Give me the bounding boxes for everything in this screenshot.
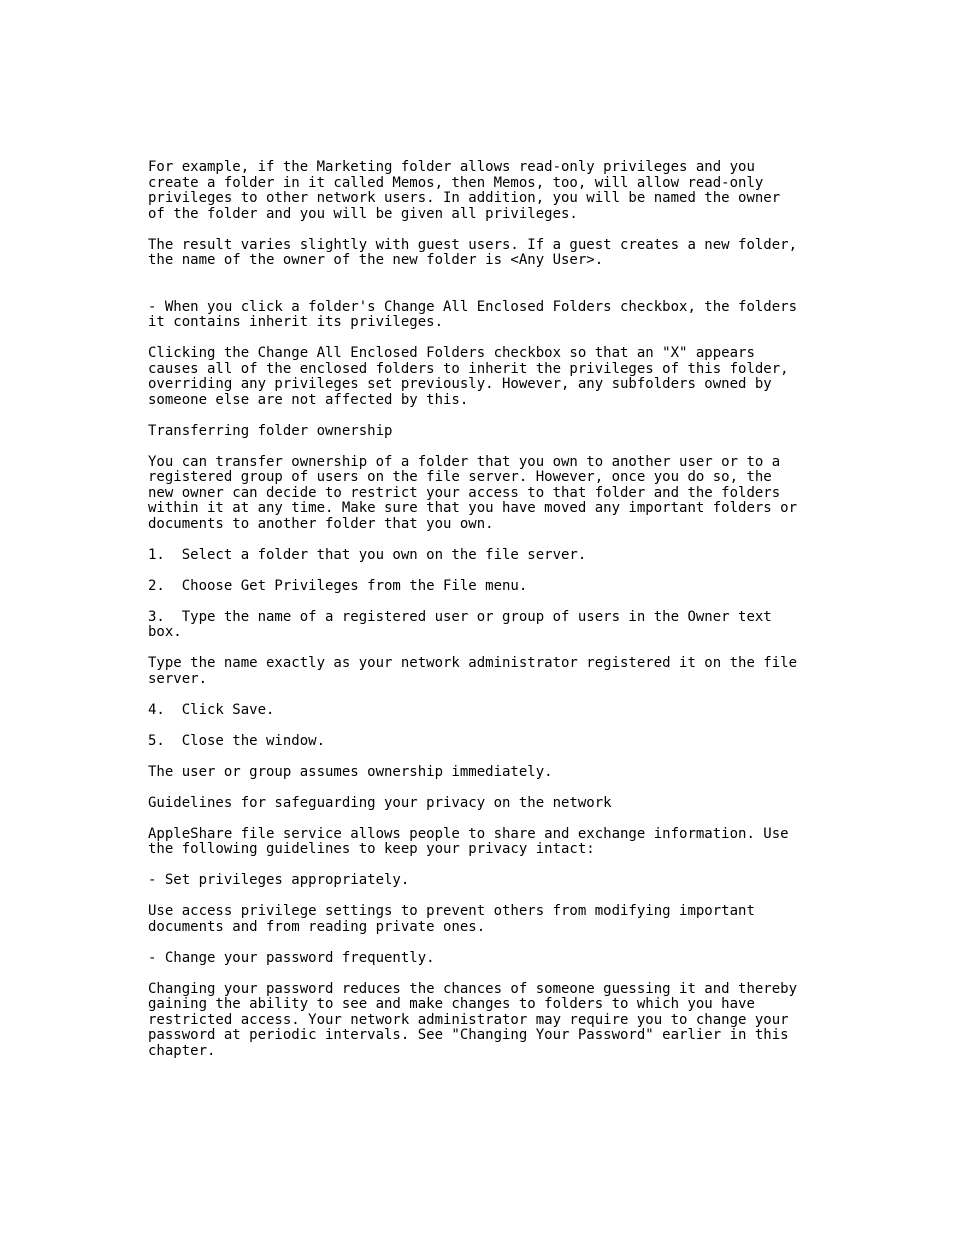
- text-line: Clicking the Change All Enclosed Folders checkbox so that an "X" appears: [148, 345, 755, 361]
- blank-line: [148, 749, 848, 765]
- text-line: box.: [148, 624, 182, 640]
- text-line: The user or group assumes ownership immediately.: [148, 763, 553, 780]
- text-line: 1. Select a folder that you own on the file server.: [148, 546, 587, 563]
- blank-line: [148, 811, 848, 827]
- text-line: chapter.: [148, 1042, 216, 1059]
- text-line: password at periodic intervals. See "Changing Your Password" earlier in this: [148, 1027, 789, 1043]
- text-line: privileges to other network users. In addition, you will be named the owner: [148, 190, 781, 206]
- text-line: documents and from reading private ones.: [148, 918, 486, 935]
- text-line: 5. Close the window.: [148, 732, 326, 749]
- text-line: 4. Click Save.: [148, 701, 275, 718]
- text-line: registered group of users on the file server. However, once you do so, the: [148, 469, 772, 485]
- text-line: Guidelines for safeguarding your privacy on the network: [148, 794, 612, 811]
- text-line: the name of the owner of the new folder is <Any User>.: [148, 252, 604, 268]
- text-line: - Change your password frequently.: [148, 949, 435, 966]
- blank-line: [148, 780, 848, 796]
- text-line: For example, if the Marketing folder allows read-only privileges and you: [148, 159, 755, 175]
- text-line: Changing your password reduces the chances of someone guessing it and thereby: [148, 980, 798, 997]
- blank-line: [148, 563, 848, 579]
- blank-line: [148, 331, 848, 347]
- blank-line: [148, 718, 848, 734]
- text-line: Transferring folder ownership: [148, 422, 393, 439]
- text-line: The result varies slightly with guest users. If a guest creates a new folder,: [148, 236, 798, 253]
- text-line: the following guidelines to keep your privacy intact:: [148, 841, 595, 857]
- text-line: restricted access. Your network administrator may require you to change your: [148, 1011, 789, 1028]
- blank-line: [148, 858, 848, 874]
- blank-line: [148, 935, 848, 951]
- blank-line: [148, 687, 848, 703]
- document-page: [148, 160, 848, 1059]
- blank-line: [148, 284, 848, 300]
- text-line: causes all of the enclosed folders to inherit the privileges of this folder,: [148, 360, 789, 377]
- text-line: Type the name exactly as your network administrator registered it on the file: [148, 655, 798, 671]
- text-line: within it at any time. Make sure that you have moved any important folders or: [148, 500, 798, 516]
- text-line: overriding any privileges set previously. However, any subfolders owned by: [148, 376, 772, 392]
- text-line: create a folder in it called Memos, then Memos, too, will allow read-only: [148, 174, 764, 191]
- text-line: Use access privilege settings to prevent others from modifying important: [148, 903, 755, 919]
- blank-line: [148, 269, 848, 285]
- text-line: - Set privileges appropriately.: [148, 872, 410, 888]
- text-line: new owner can decide to restrict your access to that folder and the folders: [148, 484, 781, 501]
- blank-line: [148, 641, 848, 657]
- blank-line: [148, 532, 848, 548]
- blank-line: [148, 966, 848, 982]
- text-line: it contains inherit its privileges.: [148, 314, 444, 330]
- text-line: of the folder and you will be given all privileges.: [148, 205, 578, 222]
- text-line: 3. Type the name of a registered user or group of users in the Owner text: [148, 608, 772, 625]
- text-line: - When you click a folder's Change All Enclosed Folders checkbox, the folders: [148, 298, 798, 315]
- text-line: server.: [148, 670, 208, 687]
- text-line: AppleShare file service allows people to share and exchange information. Use: [148, 825, 789, 842]
- text-line: documents to another folder that you own.: [148, 515, 494, 532]
- blank-line: [148, 889, 848, 905]
- blank-line: [148, 594, 848, 610]
- text-line: gaining the ability to see and make changes to folders to which you have: [148, 996, 755, 1012]
- text-line: 2. Choose Get Privileges from the File menu.: [148, 577, 528, 594]
- text-line: You can transfer ownership of a folder that you own to another user or to a: [148, 453, 781, 470]
- blank-line: [148, 439, 848, 455]
- blank-line: [148, 408, 848, 424]
- text-line: someone else are not affected by this.: [148, 391, 469, 408]
- blank-line: [148, 222, 848, 238]
